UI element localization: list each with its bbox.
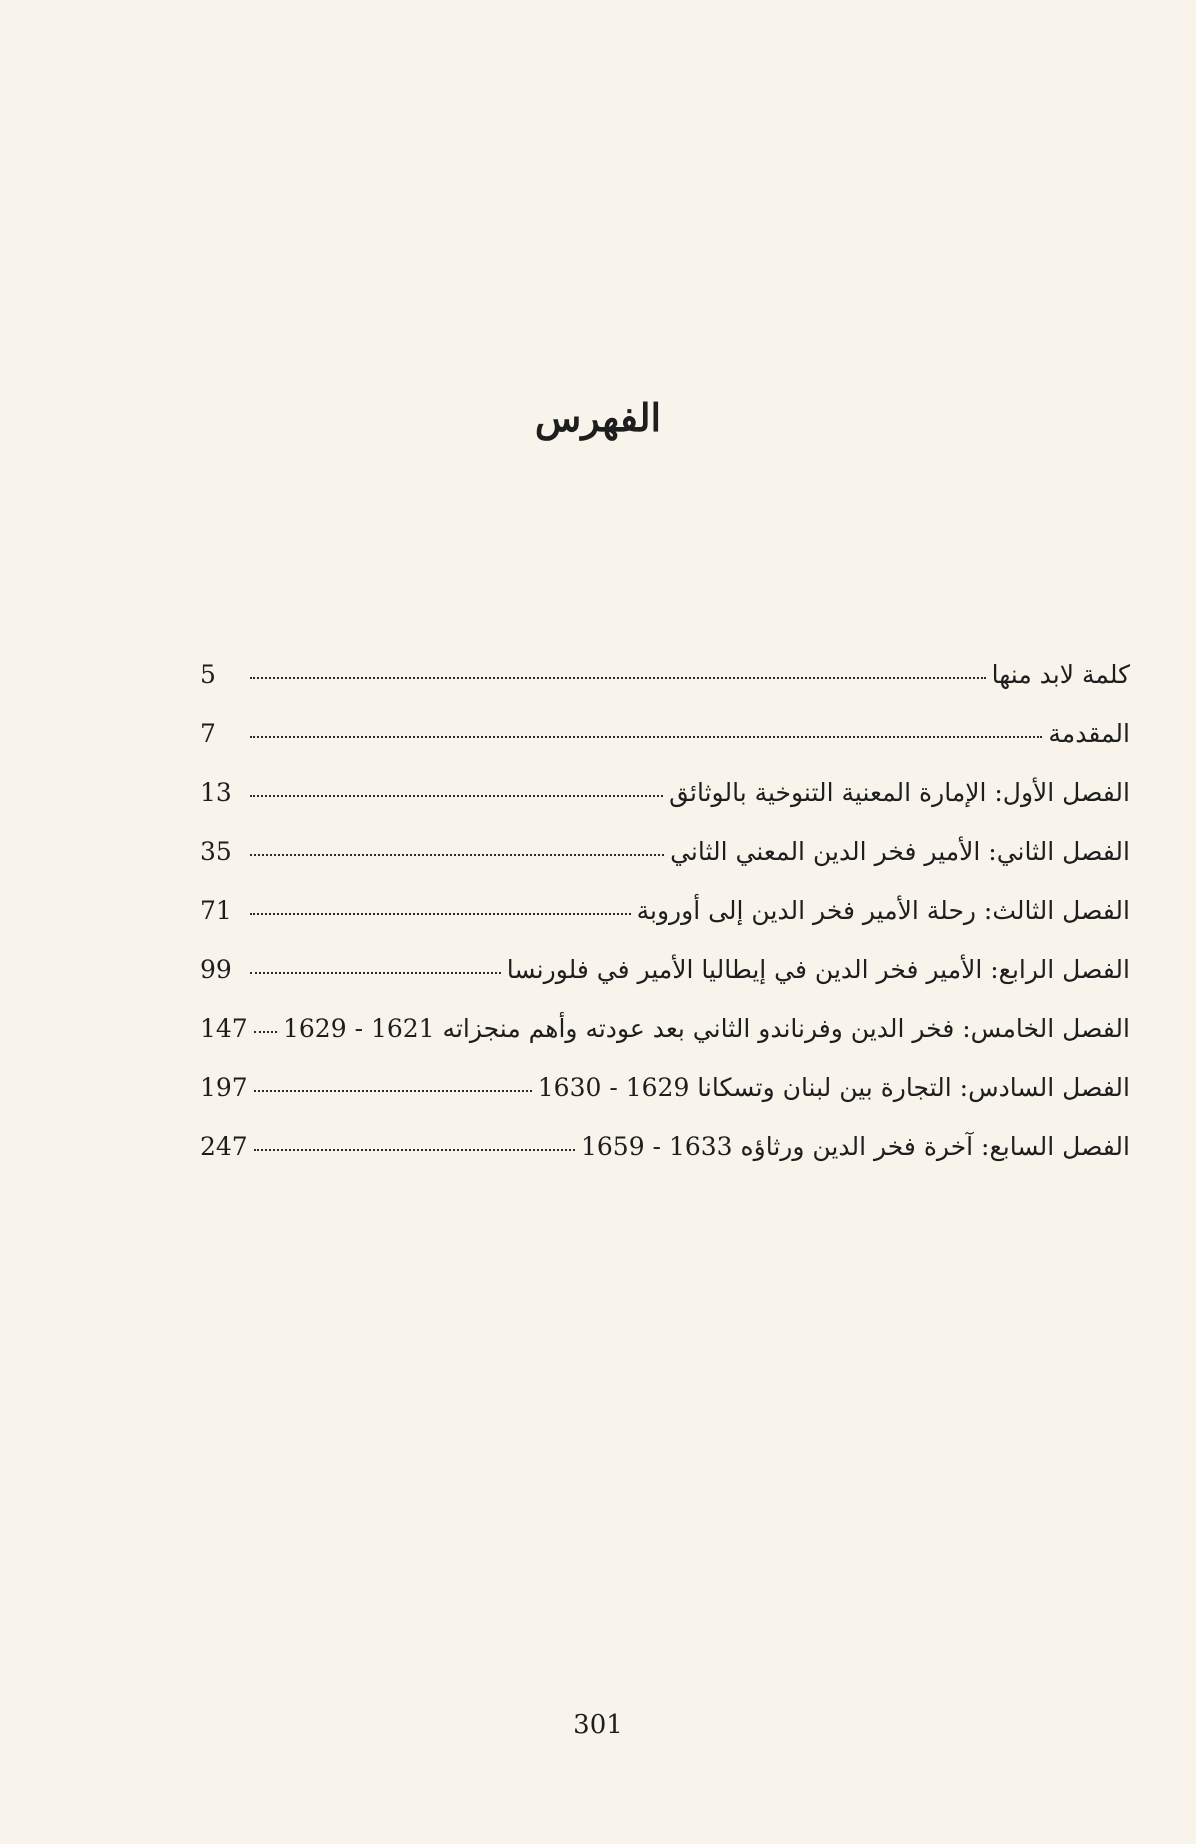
toc-entry-title: كلمة لابد منها — [991, 660, 1130, 689]
toc-entry-title: الفصل السادس: التجارة بين لبنان وتسكانا 1629 - 1630 — [537, 1073, 1130, 1102]
toc-entry — [200, 1132, 1130, 1191]
toc-entry-title: الفصل الرابع: الأمير فخر الدين في إيطاليا الأمير في فلورنسا — [506, 955, 1130, 984]
toc-entry-page: 13 — [200, 778, 232, 807]
toc-entry — [200, 719, 1130, 778]
toc-entry — [200, 837, 1130, 896]
toc-entry-title: الفصل الثالث: رحلة الأمير فخر الدين إلى أوروبة — [636, 896, 1130, 925]
dot-leader — [250, 913, 631, 915]
toc-entry-page: 99 — [200, 955, 232, 984]
toc-entry-page: 71 — [200, 896, 232, 925]
toc-entry — [200, 896, 1130, 955]
dot-leader — [250, 736, 1042, 738]
page-title: الفهرس — [534, 395, 662, 440]
dot-leader — [250, 854, 664, 856]
toc-entry — [200, 955, 1130, 1014]
page-number: 301 — [573, 1710, 623, 1740]
toc-entry-page: 197 — [200, 1073, 248, 1102]
toc-entry-page: 147 — [200, 1014, 248, 1043]
dot-leader — [254, 1031, 277, 1033]
toc-entry — [200, 1014, 1130, 1073]
toc-entry-page: 35 — [200, 837, 232, 866]
toc-entry-title: الفصل الثاني: الأمير فخر الدين المعني الثاني — [670, 837, 1130, 866]
dot-leader — [254, 1149, 575, 1151]
table-of-contents — [200, 660, 1130, 1191]
toc-entry-page: 247 — [200, 1132, 248, 1161]
toc-entry-page: 7 — [200, 719, 216, 748]
toc-entry-title: الفصل الأول: الإمارة المعنية التنوخية بالوثائق — [669, 778, 1130, 807]
toc-entry-title: المقدمة — [1048, 719, 1130, 748]
toc-entry — [200, 660, 1130, 719]
toc-entry — [200, 1073, 1130, 1132]
toc-entry-page: 5 — [200, 660, 216, 689]
dot-leader — [250, 677, 986, 679]
toc-entry — [200, 778, 1130, 837]
dot-leader — [250, 972, 501, 974]
toc-entry-title: الفصل الخامس: فخر الدين وفرناندو الثاني بعد عودته وأهم منجزاته 1621 - 1629 — [283, 1014, 1130, 1043]
dot-leader — [250, 795, 663, 797]
dot-leader — [254, 1090, 532, 1092]
toc-entry-title: الفصل السابع: آخرة فخر الدين ورثاؤه 1633 - 1659 — [580, 1132, 1130, 1161]
